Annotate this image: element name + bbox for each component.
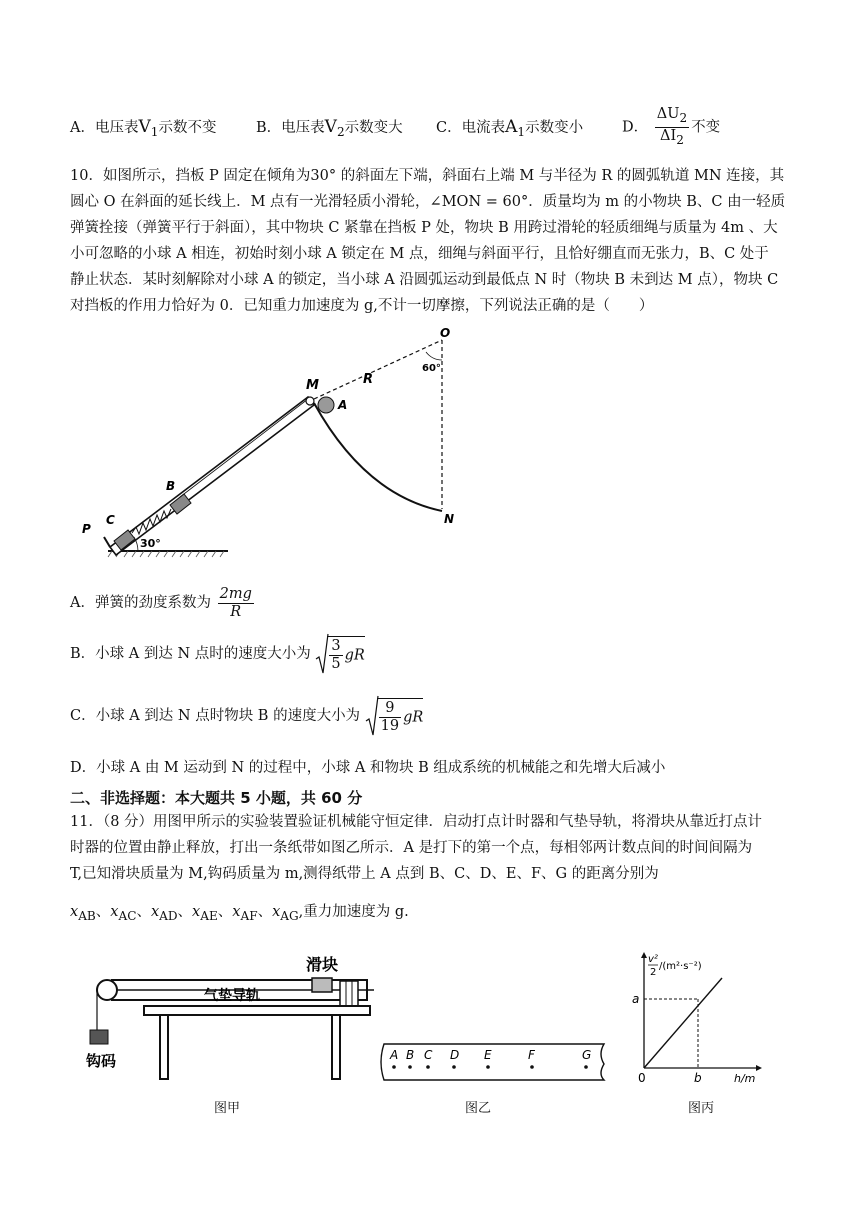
label-a: A <box>338 398 348 412</box>
tape-dot <box>584 1065 588 1069</box>
tape-dot <box>452 1065 456 1069</box>
label-slope-30: 30° <box>140 537 161 550</box>
label-r: R <box>363 372 374 387</box>
q10-line-2: 圆心 O 在斜面的延长线上．M 点有一光滑轻质小滑轮，∠MON = 60°．质量均为 m 的小物块 B、C 由一轻质 <box>70 194 786 210</box>
graph-line <box>644 978 722 1068</box>
tape-dot <box>392 1065 396 1069</box>
caption-jia: 图甲 <box>214 1101 241 1116</box>
label-o: O <box>440 326 451 340</box>
caption-yi: 图乙 <box>465 1101 492 1116</box>
q9-option-a: A．电压表$V_1$示数不变 <box>70 117 217 139</box>
q11-distances: $x_{AB}$、$x_{AC}$、$x_{AD}$、$x_{AE}$、$x_{AF}$、$x_{AG}$,重力加速度为 g. <box>70 904 409 923</box>
q10-figure <box>70 325 490 570</box>
q10-option-b: B．小球 A 到达 N 点时的速度大小为 $\frac{3}{5}$ gR <box>70 632 365 676</box>
q10-line-5: 静止状态．某时刻解除对小球 A 的锁定，当小球 A 沿圆弧运动到最低点 N 时（物块 B 未到达 M 点），物块 C <box>70 272 779 288</box>
y-label-num: v² <box>648 954 658 965</box>
tape-label-g: G <box>582 1048 592 1062</box>
label-origin: 0 <box>638 1071 646 1085</box>
q10-option-c: C．小球 A 到达 N 点时物块 B 的速度大小为 $\frac{9}{19}$ gR <box>70 694 423 738</box>
tape-label-d: D <box>450 1048 460 1062</box>
tape-label-f: F <box>528 1048 535 1062</box>
tape-dot <box>530 1065 534 1069</box>
ball-a <box>318 397 334 413</box>
slider-block <box>312 978 332 992</box>
label-b-value: b <box>694 1071 702 1085</box>
q9-option-d-fraction: $\frac{\Delta U_2}{\Delta I_2}$ <box>656 106 688 147</box>
q10-line-3: 弹簧拴接（弹簧平行于斜面），其中物块 C 紧靠在挡板 P 处，物块 B 用跨过滑轮的轻质细绳与质量为 4m 、大 <box>70 220 778 236</box>
section-2-heading: 二、非选择题：本大题共 5 小题，共 60 分 <box>70 789 363 807</box>
q10-line-1: 10．如图所示，挡板 P 固定在倾角为30° 的斜面左下端，斜面右上端 M 与半径为 R 的圆弧轨道 MN 连接，其 <box>70 168 785 184</box>
spring <box>132 509 171 534</box>
pulley-m <box>306 397 314 405</box>
pulley <box>97 980 117 1000</box>
tape-label-e: E <box>484 1048 492 1062</box>
label-b: B <box>166 479 176 493</box>
figure-yi <box>378 1036 610 1084</box>
label-weight: 钩码 <box>86 1052 117 1070</box>
q10-option-d: D．小球 A 由 M 运动到 N 的过程中，小球 A 和物块 B 组成系统的机械能之和先增大后减小 <box>70 760 666 776</box>
x-label: h/m <box>734 1072 756 1085</box>
hook-weight <box>90 1030 108 1044</box>
timer <box>340 981 358 1007</box>
arc-track <box>314 403 442 511</box>
q11-line-3: T,已知滑块质量为 M,钩码质量为 m,测得纸带上 A 点到 B、C、D、E、F、G 的距离分别为 <box>70 866 659 882</box>
y-label-den: 2 <box>650 967 657 978</box>
figure-bing <box>626 944 766 1086</box>
q11-line-1: 11．（8 分）用图甲所示的实验装置验证机械能守恒定律．启动打点计时器和气垫导轨，将滑块从靠近打点计 <box>70 814 763 830</box>
label-c: C <box>106 513 115 527</box>
label-slider: 滑块 <box>306 955 339 974</box>
tape-label-b: B <box>406 1048 415 1062</box>
caption-bing: 图丙 <box>688 1101 715 1116</box>
tape-dot <box>408 1065 412 1069</box>
q10-option-a: A．弹簧的劲度系数为 $\frac{2mg}{R}$ <box>70 585 252 620</box>
label-a-value: a <box>632 992 640 1006</box>
q9-option-c: C．电流表$A_1$示数变小 <box>436 117 584 139</box>
label-m: M <box>306 378 319 393</box>
tape-label-c: C <box>424 1048 433 1062</box>
tape-dot <box>486 1065 490 1069</box>
y-label-unit: /(m²·s⁻²) <box>659 961 702 972</box>
q9-option-b: B．电压表$V_2$示数变大 <box>256 117 403 139</box>
tape-label-a: A <box>390 1048 399 1062</box>
label-p: P <box>82 522 91 536</box>
q9-option-d: D． $\frac{\Delta U_2}{\Delta I_2}$ 不变 <box>622 106 721 147</box>
label-angle-60: 60° <box>422 363 441 374</box>
q10-line-4: 小可忽略的小球 A 相连，初始时刻小球 A 锁定在 M 点，细绳与斜面平行，且恰好绷直而无张力，B、C 处于 <box>70 246 769 262</box>
label-air-track: 气垫导轨 <box>204 988 260 1004</box>
q11-line-2: 时器的位置由静止释放，打出一条纸带如图乙所示．A 是打下的第一个点，每相邻两计数点间的时间间隔为 <box>70 840 753 856</box>
label-n: N <box>444 512 455 526</box>
tape-dot <box>426 1065 430 1069</box>
q10-line-6: 对挡板的作用力恰好为 0．已知重力加速度为 g,不计一切摩擦，下列说法正确的是（ ） <box>70 298 654 314</box>
figure-jia <box>84 948 384 1088</box>
